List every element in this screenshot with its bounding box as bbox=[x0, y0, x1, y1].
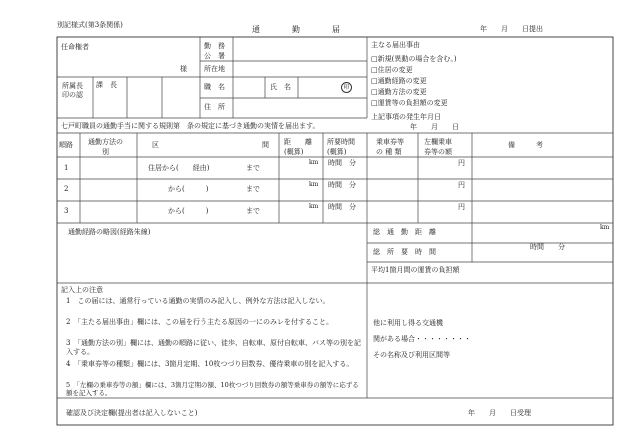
seal-stamp: 印 bbox=[341, 82, 352, 93]
col-between: 間 bbox=[262, 141, 269, 149]
note-item: 4 「乗車券等の種類」欄には、3箇月定期、10枚つづり回数券、優待乗車の別を記入する。 bbox=[66, 360, 354, 368]
col-remarks: 備 考 bbox=[508, 141, 543, 149]
row-to[interactable]: まで bbox=[246, 164, 260, 172]
total-time-label: 総 所 要 時 間 bbox=[373, 248, 436, 256]
reason-item[interactable]: □新規(異動の場合を含む。) bbox=[371, 55, 457, 63]
note-item: 1 この届には、通常行っている通勤の実情のみ記入し、例外な方法は記入しない。 bbox=[66, 297, 330, 305]
row-time-unit: 時間 分 bbox=[328, 159, 356, 167]
row-number: 2 bbox=[64, 185, 69, 193]
name-label: 氏 名 bbox=[270, 83, 291, 91]
reason-item[interactable]: □通勤経路の変更 bbox=[371, 77, 427, 85]
row-km-unit: km bbox=[309, 203, 319, 210]
row-km-unit: km bbox=[309, 159, 319, 166]
row-yen-unit: 円 bbox=[458, 181, 465, 189]
row-from[interactable]: から( ) bbox=[168, 185, 209, 193]
total-distance-label: 総 通 勤 距 離 bbox=[373, 228, 436, 236]
reasons-heading: 主なる届出事由 bbox=[371, 41, 420, 49]
note-item: 3 「通勤方法の別」欄には、通勤の順路に従い、徒歩、自転車、原付自転車、バス等の別を記入する。 bbox=[66, 339, 361, 356]
row-time-unit: 時間 分 bbox=[328, 181, 356, 189]
row-yen-unit: 円 bbox=[458, 203, 465, 211]
row-to[interactable]: まで bbox=[246, 207, 260, 215]
note-item: 5 「左欄の乗車券等の額」欄には、3箇月定期の額、10枚つづり回数券の額等乗車券の額等に応ずる額を記入する。 bbox=[66, 381, 359, 397]
route-map-label: 通勤経路の略図(経路朱線) bbox=[68, 228, 151, 236]
other-transport-line1: 他に利用し得る交通機 bbox=[373, 319, 443, 327]
submitted-date: 年 月 日提出 bbox=[480, 25, 543, 33]
note-item: 2 「主たる届出事由」欄には、この届を行う主たる原因の一にのみレを付すること。 bbox=[66, 318, 333, 326]
residence-label: 住 所 bbox=[204, 103, 225, 111]
dept-head-seal-label: 所属長印の認 bbox=[62, 82, 83, 99]
occurrence-label: 上記事項の発生年月日 bbox=[371, 113, 441, 121]
occurrence-date: 年 月 日 bbox=[410, 123, 459, 131]
row-from[interactable]: 住居から( 経由) bbox=[148, 164, 210, 172]
col-method: 通勤方法の 別 bbox=[88, 138, 123, 156]
other-transport-line2: 関がある場合・・・・・・・・ bbox=[373, 335, 471, 343]
col-order: 順路 bbox=[59, 141, 73, 149]
other-transport-line3: その名称及び利用区間等 bbox=[373, 351, 450, 359]
notes-heading: 記入上の注意 bbox=[61, 286, 103, 294]
page-title: 通 勤 届 bbox=[252, 25, 352, 34]
col-ticket-type: 乗車券等 の 種 類 bbox=[376, 138, 404, 156]
row-km-unit: km bbox=[309, 181, 319, 188]
received-date: 年 月 日受理 bbox=[468, 409, 531, 417]
col-section: 区 bbox=[152, 141, 159, 149]
rule-statement: 七戸町職員の通勤手当に関する規則第 条の規定に基づき通勤の実情を届出ます。 bbox=[61, 122, 320, 130]
total-distance-unit: km bbox=[600, 224, 610, 231]
col-ticket-price: 左欄乗車 券等の額 bbox=[424, 138, 452, 156]
row-yen-unit: 円 bbox=[458, 159, 465, 167]
appointer-label: 任命権者 bbox=[61, 43, 89, 51]
row-time-unit: 時間 分 bbox=[328, 203, 356, 211]
row-number: 3 bbox=[64, 207, 69, 215]
row-number: 1 bbox=[64, 164, 69, 172]
workplace-label: 勤 務 公 署 bbox=[204, 42, 225, 60]
reason-item[interactable]: □通勤方法の変更 bbox=[371, 88, 427, 96]
row-to[interactable]: まで bbox=[246, 185, 260, 193]
total-time-unit: 時間 分 bbox=[530, 243, 565, 251]
reason-item[interactable]: □住居の変更 bbox=[371, 66, 413, 74]
form-label: 別記様式(第3条関係) bbox=[57, 21, 123, 29]
reason-item[interactable]: □運賃等の負担額の変更 bbox=[371, 99, 448, 107]
address-location-label: 所在地 bbox=[204, 65, 225, 73]
appointer-suffix: 様 bbox=[180, 65, 187, 73]
col-distance: 距 離 (概算) bbox=[284, 138, 312, 156]
avg-fare-label: 平均1箇月間の運賃の負担額 bbox=[371, 266, 460, 274]
col-time: 所要時間 (概算) bbox=[327, 138, 355, 156]
row-from[interactable]: から( ) bbox=[168, 207, 209, 215]
position-label: 職 名 bbox=[204, 83, 225, 91]
confirm-label: 確認及び決定欄(提出者は記入しないこと) bbox=[66, 409, 198, 417]
section-chief-label: 課 長 bbox=[96, 81, 117, 89]
